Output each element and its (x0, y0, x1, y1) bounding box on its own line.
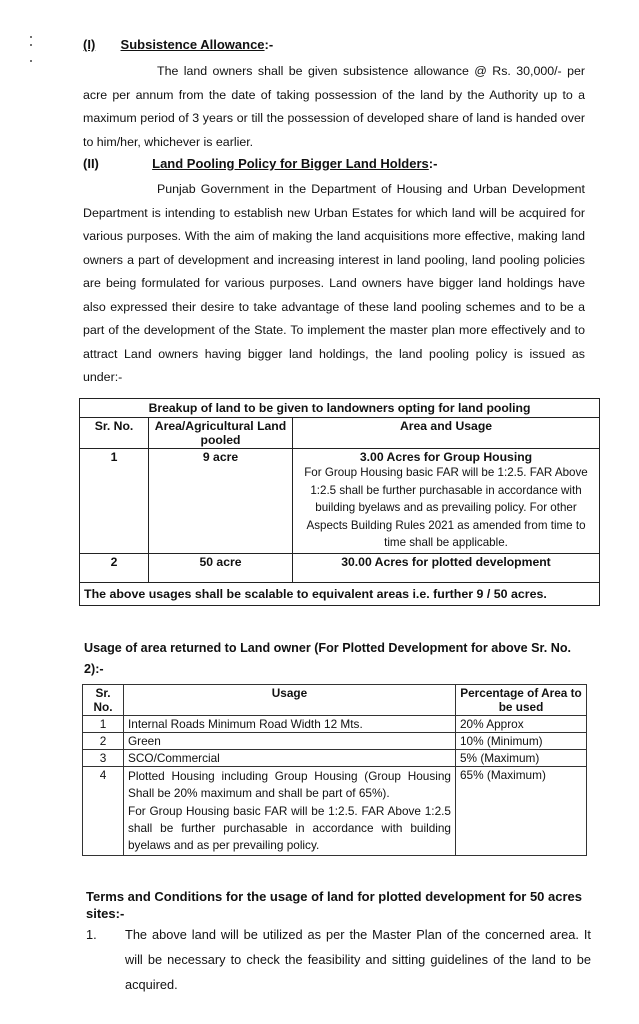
breakup-row (80, 449, 600, 554)
usage-row-usage: Green (124, 733, 456, 750)
usage-row-pct: 5% (Maximum) (456, 750, 587, 767)
section2-heading (83, 156, 437, 171)
section1-title-suffix: :- (264, 37, 274, 52)
breakup-row-usage (293, 553, 600, 582)
section1-paragraph (83, 60, 585, 154)
section2-number: (II) (83, 156, 99, 171)
breakup-row (80, 553, 600, 582)
usage-header-sr: Sr. No. (83, 685, 124, 716)
table-row (83, 750, 587, 767)
section1-heading (83, 37, 273, 52)
section1-text: The land owners shall be given subsistence allowance @ Rs. 30,000/- per acre per annum from the date of taking possession of the land by the Authority up to a maximum period of 3 years or till the possession of developed share of land is handed over to him/her, whichever is earlier. (83, 64, 585, 149)
usage-header-usage: Usage (124, 685, 456, 716)
usage-row-usage: SCO/Commercial (124, 750, 456, 767)
breakup-row-usage (293, 449, 600, 554)
usage-row-sr: 3 (83, 750, 124, 767)
usage-row-sr: 1 (83, 716, 124, 733)
usage-row-sr: 4 (83, 767, 124, 856)
table-row (83, 733, 587, 750)
breakup-table-footer: The above usages shall be scalable to equivalent areas i.e. further 9 / 50 acres. (80, 582, 600, 605)
section2-text: Punjab Government in the Department of Housing and Urban Development Department is intending to establish new Urban Estates for which land will be acquired for various purposes. With the aim of making the land acquisitions more effective, making land owners a part of development and increasing interest in land pooling, land pooling policies are being formulated for various purposes. Land owners have bigger land holdings have also expressed their desire to take advantage of these land pooling schemes and to be a part of the development of the State. To implement the master plan more effectively and to attract Land owners having bigger land holdings, the land pooling policy is issued as under:- (83, 182, 585, 384)
section2-title: Land Pooling Policy for Bigger Land Holders (152, 156, 429, 171)
table-row (83, 767, 587, 856)
section2-title-suffix: :- (428, 156, 438, 171)
usage-row-pct: 65% (Maximum) (456, 767, 587, 856)
section2-paragraph (83, 178, 585, 390)
breakup-row-sr: 2 (80, 553, 149, 582)
usage-row-usage-main: Plotted Housing including Group Housing (Group Housing Shall be 20% maximum and shall be part of 65%). (128, 769, 451, 801)
terms-item-number: 1. (86, 927, 97, 942)
table-row (83, 716, 587, 733)
terms-item-text: The above land will be utilized as per the Master Plan of the concerned area. It will be necessary to check the feasibility and sitting guidelines of the land to be acquired. (125, 927, 591, 992)
usage-row-pct: 10% (Minimum) (456, 733, 587, 750)
breakup-row-sr: 1 (80, 449, 149, 554)
usage-row-usage (124, 767, 456, 856)
breakup-usage-body: For Group Housing basic FAR will be 1:2.5. FAR Above 1:2.5 shall be further purchasable in accordance with building byelaws and as prevailing policy. For other Aspects Building Rules 2021 as amended from time to time shall be applicable. (304, 466, 588, 549)
breakup-header-area: Area/Agricultural Land pooled (149, 418, 293, 449)
breakup-table-caption: Breakup of land to be given to landowners opting for land pooling (80, 399, 600, 418)
usage-row-sr: 2 (83, 733, 124, 750)
usage-row-usage: Internal Roads Minimum Road Width 12 Mts. (124, 716, 456, 733)
usage-heading: Usage of area returned to Land owner (For Plotted Development for above Sr. No. 2):- (84, 641, 572, 676)
usage-header-pct: Percentage of Area to be used (456, 685, 587, 716)
breakup-usage-title: 30.00 Acres for plotted development (341, 554, 551, 569)
usage-row-usage-extra: For Group Housing basic FAR will be 1:2.5. FAR Above 1:2.5 shall be further purchasable in accordance with building byelaws and as per prevailing policy. (128, 803, 451, 853)
section1-number: (I) (83, 37, 96, 52)
breakup-row-area: 9 acre (149, 449, 293, 554)
breakup-header-sr: Sr. No. (80, 418, 149, 449)
breakup-row-area: 50 acre (149, 553, 293, 582)
breakup-table (79, 398, 600, 606)
usage-row-pct: 20% Approx (456, 716, 587, 733)
breakup-usage-title: 3.00 Acres for Group Housing (359, 450, 533, 464)
section1-title: Subsistence Allowance (120, 37, 265, 52)
terms-heading: Terms and Conditions for the usage of land for plotted development for 50 acres sites:- (86, 889, 582, 921)
usage-table (82, 684, 587, 856)
margin-marks (30, 36, 34, 70)
breakup-header-usage: Area and Usage (293, 418, 600, 449)
